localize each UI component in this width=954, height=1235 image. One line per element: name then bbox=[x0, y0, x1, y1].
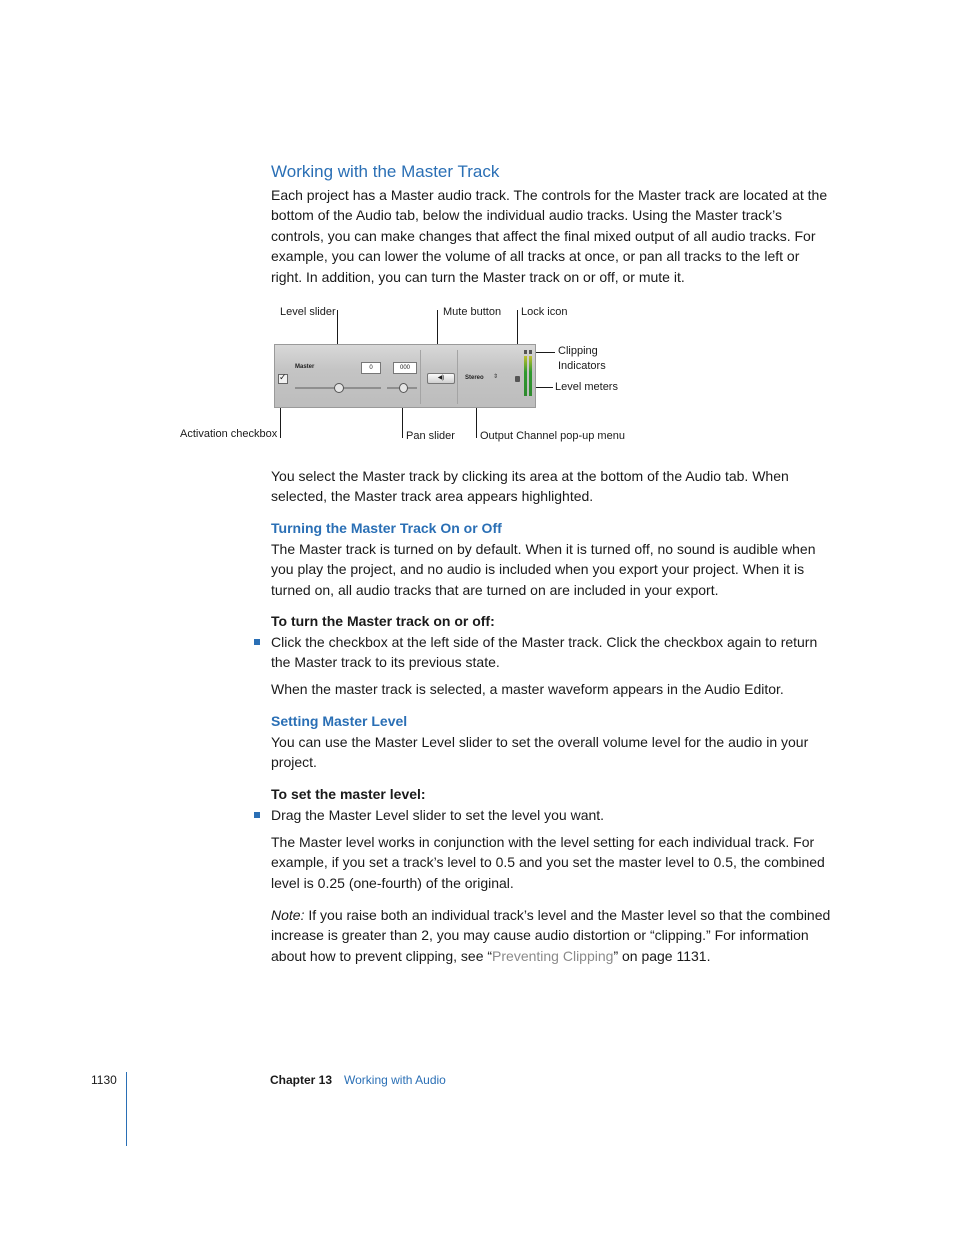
select-paragraph: You select the Master track by clicking its area at the bottom of the Audio tab. When selected, the Master track area appears highlighted. bbox=[271, 468, 789, 505]
note-paragraph bbox=[271, 905, 831, 966]
leader-line-clipping bbox=[534, 352, 555, 353]
turning-followup: When the master track is selected, a master waveform appears in the Audio Editor. bbox=[271, 681, 784, 697]
note-text-after: ” on page 1131. bbox=[613, 947, 711, 964]
callout-level-meters: Level meters bbox=[555, 381, 618, 393]
note-label: Note: bbox=[271, 907, 305, 923]
output-channel-popup[interactable]: Stereo bbox=[465, 375, 484, 381]
callout-clipping-indicators-2: Indicators bbox=[558, 360, 606, 372]
level-task-heading: To set the master level: bbox=[271, 786, 426, 802]
callout-pan-slider: Pan slider bbox=[406, 430, 455, 442]
turning-paragraph: The Master track is turned on by default. When it is turned off, no sound is audible when you play the project, and no audio is included when you export your project. When it is turned on, all audio tracks that are turned on are included in your export. bbox=[271, 541, 816, 598]
pan-value-field[interactable]: 000 bbox=[393, 362, 417, 374]
callout-mute-button: Mute button bbox=[443, 306, 502, 318]
callout-level-slider: Level slider bbox=[280, 306, 336, 318]
level-paragraph-2: The Master level works in conjunction with the level setting for each individual track. For example, if you set a track’s level to 0.5 and you set the master level to 0.5, the combined level is 0.25 (one-fourth) of the original. bbox=[271, 834, 825, 891]
bullet-marker bbox=[254, 639, 260, 645]
master-track-panel bbox=[274, 344, 536, 408]
clipping-indicator-right bbox=[529, 350, 532, 354]
mute-button[interactable] bbox=[427, 373, 455, 384]
level-paragraph: You can use the Master Level slider to set the overall volume level for the audio in your project. bbox=[271, 734, 809, 771]
level-heading: Setting Master Level bbox=[271, 713, 408, 729]
bullet-marker bbox=[254, 812, 260, 818]
footer-section-link[interactable]: Working with Audio bbox=[344, 1073, 446, 1087]
panel-divider bbox=[420, 350, 421, 404]
intro-paragraph: Each project has a Master audio track. The controls for the Master track are located at the bottom of the Audio tab, below the individual audio tracks. Using the Master track’s controls, you can make changes that affect the final mixed output of all audio tracks. For example, you can lower the volume of all tracks at once, or pan all tracks to the left or right. In addition, you can turn the Master track on or off, or mute it. bbox=[271, 187, 828, 285]
callout-output-channel: Output Channel pop-up menu bbox=[480, 430, 625, 442]
preventing-clipping-link[interactable]: Preventing Clipping bbox=[492, 947, 614, 964]
leader-line-meters bbox=[534, 387, 553, 388]
turning-task-heading: To turn the Master track on or off: bbox=[271, 613, 495, 629]
note-text-before: If you raise both an individual track’s level and the Master level so that the combined increase is greater than 2, you may cause audio distortion or “clipping.” For information about how to prevent clipping, see “ bbox=[271, 907, 831, 964]
turning-bullet: Click the checkbox at the left side of the Master track. Click the checkbox again to return the Master track to its previous state. bbox=[271, 634, 818, 671]
popup-arrows-icon: ⇕ bbox=[493, 374, 499, 380]
pan-slider-knob[interactable] bbox=[399, 383, 408, 393]
speaker-icon: ◀) bbox=[437, 375, 445, 381]
panel-divider-2 bbox=[457, 350, 458, 404]
level-value-field[interactable]: 0 bbox=[361, 362, 381, 374]
footer-chapter: Chapter 13 bbox=[270, 1073, 333, 1087]
check-mark-icon: ✓ bbox=[279, 372, 287, 382]
callout-clipping-indicators-1: Clipping bbox=[558, 345, 598, 357]
level-slider-knob[interactable] bbox=[334, 383, 344, 393]
level-bullet: Drag the Master Level slider to set the level you want. bbox=[271, 807, 605, 823]
level-meter-right bbox=[529, 356, 532, 396]
turning-heading: Turning the Master Track On or Off bbox=[271, 520, 502, 536]
footer-rule bbox=[126, 1072, 127, 1146]
activation-checkbox[interactable] bbox=[278, 374, 288, 384]
page-number: 1130 bbox=[91, 1073, 117, 1087]
section-title: Working with the Master Track bbox=[271, 162, 500, 181]
level-meter-left bbox=[524, 356, 527, 396]
clipping-indicator-left bbox=[524, 350, 527, 354]
track-name: Master bbox=[295, 364, 315, 370]
callout-lock-icon: Lock icon bbox=[521, 306, 568, 318]
callout-activation-checkbox: Activation checkbox bbox=[180, 428, 278, 440]
lock-icon[interactable] bbox=[515, 376, 520, 382]
